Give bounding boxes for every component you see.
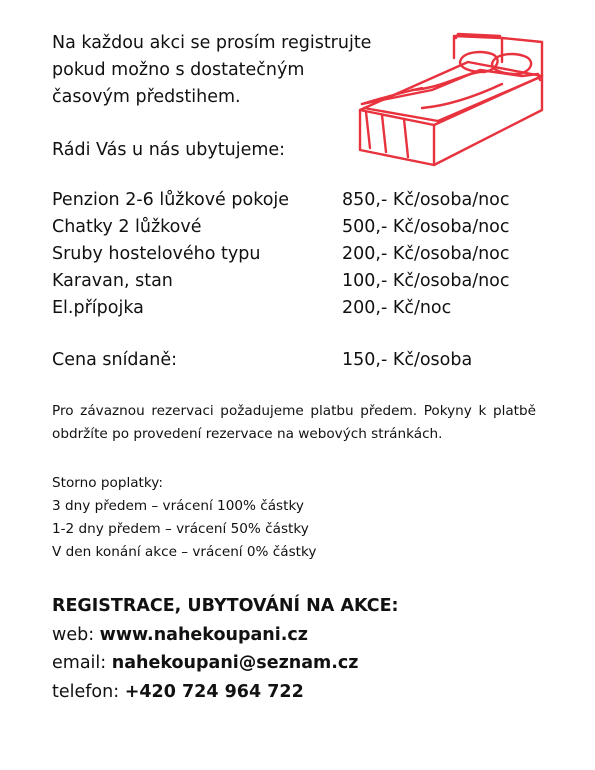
storno-line: V den konání akce – vrácení 0% částky xyxy=(52,544,317,560)
payment-note: Pro závaznou rezervaci požadujeme platbu předem. Pokyny k platbě obdržíte po provedení rezervace na webových stránkách. xyxy=(52,403,536,442)
price-item-value: 500,- Kč/osoba/noc xyxy=(342,217,510,237)
web-link[interactable]: www.nahekoupani.cz xyxy=(99,624,308,645)
phone-label: telefon: xyxy=(52,681,120,702)
storno-title: Storno poplatky: xyxy=(52,475,163,491)
intro-text xyxy=(52,30,372,111)
price-item-name: Penzion 2-6 lůžkové pokoje xyxy=(52,190,290,210)
price-item-value: 100,- Kč/osoba/noc xyxy=(342,271,510,291)
price-row xyxy=(52,214,572,241)
contact-email xyxy=(52,649,399,678)
price-item-value: 200,- Kč/noc xyxy=(342,298,452,318)
price-item-name: Sruby hostelového typu xyxy=(52,244,261,264)
breakfast-value: 150,- Kč/osoba xyxy=(342,350,473,370)
price-row xyxy=(52,295,572,322)
contact-heading: REGISTRACE, UBYTOVÁNÍ NA AKCE: xyxy=(52,596,399,616)
price-item-value: 850,- Kč/osoba/noc xyxy=(342,190,510,210)
welcome-text: Rádi Vás u nás ubytujeme: xyxy=(52,140,286,160)
price-item-name: El.přípojka xyxy=(52,298,144,318)
storno-line: 1-2 dny předem – vrácení 50% částky xyxy=(52,521,309,537)
contact-phone xyxy=(52,678,399,707)
bed-icon xyxy=(352,28,552,173)
price-list xyxy=(52,187,572,322)
breakfast-price xyxy=(52,347,572,374)
breakfast-label: Cena snídaně: xyxy=(52,350,178,370)
phone-link[interactable]: +420 724 964 722 xyxy=(124,681,304,702)
price-item-name: Chatky 2 lůžkové xyxy=(52,217,202,237)
intro-line: Na každou akci se prosím registrujte xyxy=(52,33,372,53)
price-row xyxy=(52,241,572,268)
price-item-name: Karavan, stan xyxy=(52,271,173,291)
storno-line: 3 dny předem – vrácení 100% částky xyxy=(52,498,304,514)
email-link[interactable]: nahekoupani@seznam.cz xyxy=(111,653,359,673)
contact-section xyxy=(52,592,399,706)
web-label: web: xyxy=(52,624,95,645)
storno-section xyxy=(52,472,316,564)
intro-line: pokud možno s dostatečným xyxy=(52,60,305,80)
price-item-value: 200,- Kč/osoba/noc xyxy=(342,244,510,264)
intro-line: časovým předstihem. xyxy=(52,87,241,107)
price-row xyxy=(52,268,572,295)
price-row xyxy=(52,187,572,214)
email-label: email: xyxy=(52,653,107,673)
contact-web xyxy=(52,621,399,650)
